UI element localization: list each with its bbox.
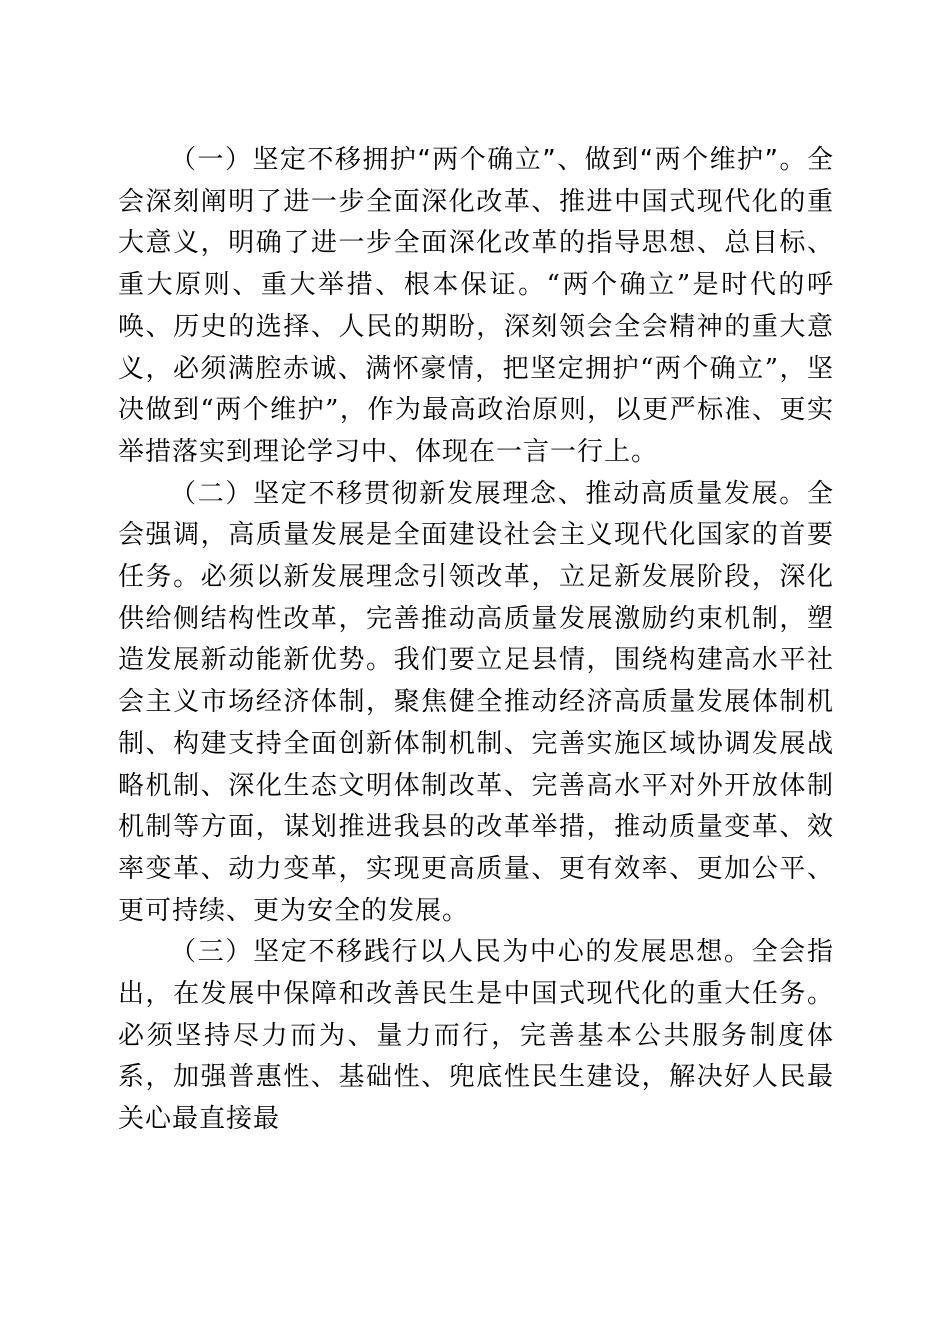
paragraph-2-content: 全会强调，高质量发展是全面建设社会主义现代化国家的首要任务。必须以新发展理念引领改革，立足新发展阶段，深化供给侧结构性改革，完善推动高质量发展激励约束机制，塑造发展新动能新优势。我们要立足县情，围绕构建高水平社会主义市场经济体制，聚焦健全推动经济高质量发展体制机制、构建支持全面创新体制机制、完善实施区域协调发展战略机制、深化生态文明体制改革、完善高水平对外开放体制机制等方面，谋划推进我县的改革举措，推动质量变革、效率变革、动力变革，实现更高质量、更有效率、更加公平、更可持续、更为安全的发展。 bbox=[118, 478, 834, 926]
paragraph-3 bbox=[118, 932, 834, 1141]
paragraph-2 bbox=[118, 474, 834, 933]
paragraph-1-content: 全会深刻阐明了进一步全面深化改革、推进中国式现代化的重大意义，明确了进一步全面深化改革的指导思想、总目标、重大原则、重大举措、根本保证。“两个确立”是时代的呼唤、历史的选择、人民的期盼，深刻领会全会精神的重大意义，必须满腔赤诚、满怀豪情，把坚定拥护“两个确立”，坚决做到“两个维护”，作为最高政治原则，以更严标准、更实举措落实到理论学习中、体现在一言一行上。 bbox=[118, 145, 834, 467]
paragraph-2-heading: （二）坚定不移贯彻新发展理念、推动高质量发展。 bbox=[170, 478, 807, 509]
paragraph-3-content: 全会指出，在发展中保障和改善民生是中国式现代化的重大任务。必须坚持尽力而为、量力而行，完善基本公共服务制度体系，加强普惠性、基础性、兜底性民生建设，解决好人民最关心最直接最 bbox=[118, 937, 834, 1135]
document-body bbox=[118, 140, 834, 1141]
paragraph-1-heading: （一）坚定不移拥护“两个确立”、做到“两个维护”。 bbox=[170, 145, 807, 175]
paragraph-3-heading: （三）坚定不移践行以人民为中心的发展思想。 bbox=[170, 937, 752, 968]
paragraph-1 bbox=[118, 140, 834, 474]
